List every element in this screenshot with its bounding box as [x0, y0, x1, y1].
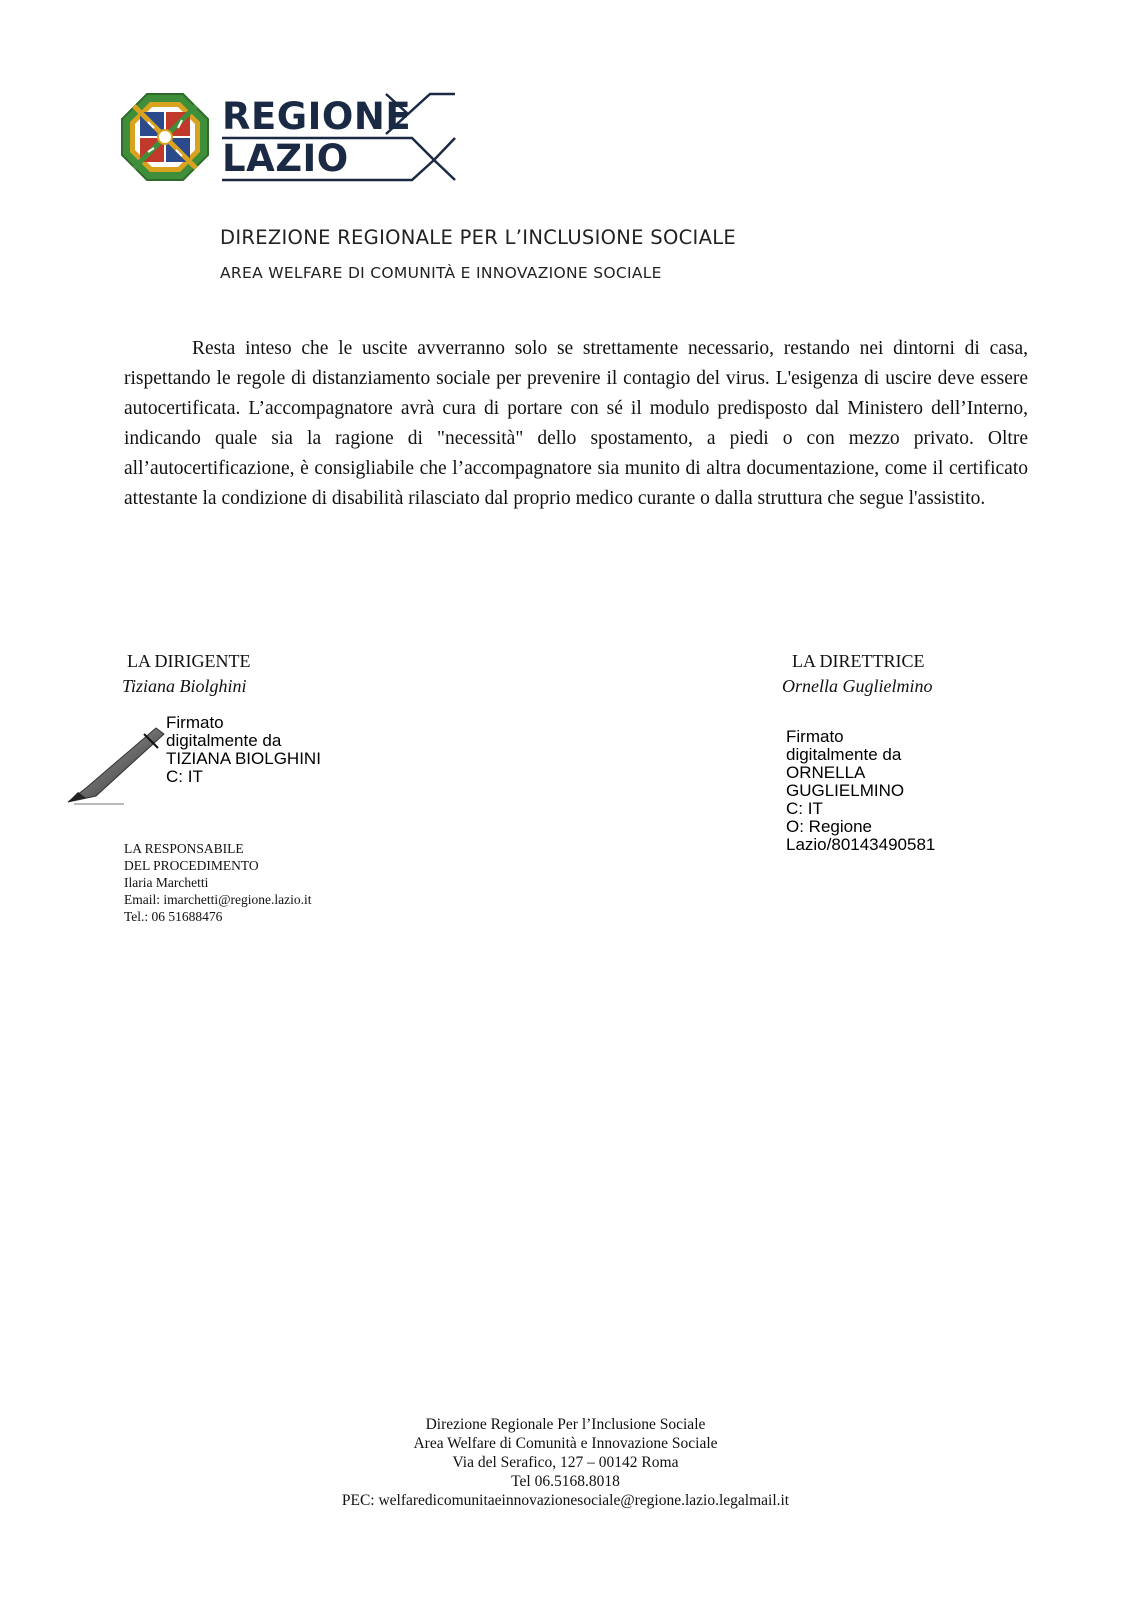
digital-signature-pen-icon [64, 724, 172, 808]
left-stamp-line: Firmato [166, 713, 224, 732]
footer-line: Direzione Regionale Per l’Inclusione Sociale [425, 1416, 706, 1433]
left-digital-stamp [166, 714, 321, 786]
regione-lazio-logo [222, 92, 472, 184]
right-stamp-line: digitalmente da [786, 745, 902, 764]
right-signer-name: Ornella Guglielmino [782, 676, 933, 696]
responsible-title: LA RESPONSABILE [124, 841, 244, 856]
right-stamp-line: Lazio/80143490581 [786, 835, 936, 854]
right-stamp-line: O: Regione [786, 817, 872, 836]
responsible-title: DEL PROCEDIMENTO [124, 858, 259, 873]
department-name: DIREZIONE REGIONALE PER L’INCLUSIONE SOCIALE [220, 226, 737, 249]
right-stamp-line: GUGLIELMINO [786, 781, 905, 800]
footer-pec: PEC: welfaredicomunitaeinnovazionesociale@regione.lazio.legalmail.it [341, 1492, 790, 1509]
responsible-block [124, 840, 312, 925]
regione-lazio-emblem-icon [120, 92, 210, 182]
left-stamp-line: digitalmente da [166, 731, 282, 750]
right-digital-stamp [786, 728, 935, 854]
footer-line: Area Welfare di Comunità e Innovazione Sociale [413, 1435, 718, 1452]
right-stamp-line: C: IT [786, 799, 823, 818]
right-stamp-line: Firmato [786, 727, 844, 746]
left-stamp-line: C: IT [166, 767, 203, 786]
right-stamp-line: ORNELLA [786, 763, 866, 782]
responsible-email: Email: imarchetti@regione.lazio.it [124, 892, 312, 907]
area-name: AREA WELFARE DI COMUNITÀ E INNOVAZIONE SOCIALE [220, 264, 662, 282]
body-paragraph: Resta inteso che le uscite avverranno solo se strettamente necessario, restando nei dintorni di casa, rispettando le regole di distanziamento sociale per prevenire il contagio del virus. L'esigenza di uscire deve essere autocertificata. L’accompagnatore avrà cura di portare con sé il modulo predisposto dal Ministero dell’Interno, indicando quale sia la ragione di "necessità" dello spostamento, a piedi o con mezzo privato. Oltre all’autocertificazione, è consigliabile che l’accompagnatore sia munito di altra documentazione, come il certificato attestante la condizione di disabilità rilasciato dal proprio medico curante o dalla struttura che segue l'assistito. [124, 338, 1028, 509]
footer-line: Via del Serafico, 127 – 00142 Roma [452, 1454, 679, 1471]
footer-line: Tel 06.5168.8018 [511, 1473, 620, 1490]
logo-word-regione: REGIONE [222, 95, 412, 138]
right-signer-role: LA DIRETTRICE [792, 651, 925, 671]
left-signer-role: LA DIRIGENTE [127, 651, 251, 671]
footer [0, 1415, 1131, 1510]
responsible-tel: Tel.: 06 51688476 [124, 909, 223, 924]
logo-word-lazio: LAZIO [222, 137, 349, 180]
responsible-name: Ilaria Marchetti [124, 875, 209, 890]
left-stamp-line: TIZIANA BIOLGHINI [166, 749, 321, 768]
left-signer-name: Tiziana Biolghini [122, 676, 247, 696]
